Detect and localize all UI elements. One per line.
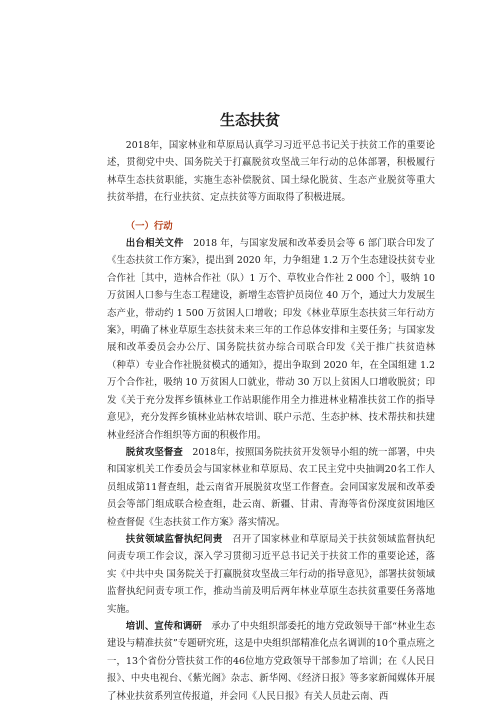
page-title: 生态扶贫 xyxy=(219,111,280,129)
paragraph-supervision xyxy=(107,531,435,618)
paragraph-text: 2018年，按照国务院扶贫开发领导小组的统一部署，中央和国家机关工作委员会与国家林业和草原局、农工民主党中央抽调20名工作人员组成第11督查组，赴云南省开展脱贫攻坚工作督查。会同国家发展和改革委员会等部门组成联合检查组，赴云南、新疆、甘肃、青海等省份深度贫困地区检查督促《生态扶贫工作方案》落实情况。 xyxy=(107,446,435,528)
paragraph-heading: 脱贫攻坚督查 xyxy=(125,446,183,458)
paragraph-text: 承办了中央组织部委托的地方党政领导干部“林业生态建设与精准扶贫”专题研究班，这是中央组织部精准化点名调训的10个重点班之一，13个省份分管扶贫工作的46位地方党政领导干部参加了培训；在《人民日报》、中央电视台、《紫光阁》杂志、新华网、《经济日报》等多家新闻媒体开展了林业扶贫系列宣传报道，并会同《人民日报》有关人员赴云南、西 xyxy=(107,620,435,702)
paragraph-text: 召开了国家林业和草原局关于扶贫领域监督执纪问责专项工作会议，深入学习贯彻习近平总书记关于扶贫工作的重要论述，落实《中共中央 国务院关于打赢脱贫攻坚战三年行动的指导意见》，部署扶贫领域监督执纪问责专项工作，推动当前及明后两年林业草原生态扶贫重要任务落地实施。 xyxy=(107,533,435,615)
paragraph-heading: 出台相关文件 xyxy=(125,238,184,250)
paragraph-heading: 培训、宣传和调研 xyxy=(125,620,202,632)
section-heading: （一）行动 xyxy=(125,220,173,232)
paragraph-text: 2018 年，与国家发展和改革委员会等 6 部门联合印发了《生态扶贫工作方案》，提出到 2020 年，力争组建 1.2 万个生态建设扶贫专业合作社［其中，造林合作社（队）1 万个、草牧业合作社 2 000 个］，吸纳 10 万贫困人口参与生态工程建设，新增生态管护员岗位 40 万个，通过大力发展生态产业，带动约 1 500 万贫困人口增收；印发《林业草原生态扶贫三年行动方案》，明确了林业草原生态扶贫未来三年的工作总体安排和主要任务；与国家发展和改革委员会办公厅、国务院扶贫办综合司联合印发《关于推广扶贫造林（种草）专业合作社脱贫模式的通知》，提出争取到 2020 年，在全国组建 1.2 万个合作社，吸纳 10 万贫困人口就业，带动 30 万以上贫困人口增收脱贫；印发《关于充分发挥乡镇林业工作站职能作用全力推进林业精准扶贫工作的指导意见》，充分发挥乡镇林业站林农培训、联户示范、生态护林、技术帮扶和扶建林业经济合作组织等方面的积极作用。 xyxy=(107,238,435,441)
body-text xyxy=(107,137,435,705)
paragraph-training xyxy=(107,618,435,705)
paragraph-inspection xyxy=(107,444,435,531)
intro-paragraph: 2018年，国家林业和草原局认真学习习近平总书记关于扶贫工作的重要论述，贯彻党中央、国务院关于打赢脱贫攻坚战三年行动的总体部署，积极履行林草生态扶贫职能，实施生态补偿脱贫、国土绿化脱贫、生态产业脱贫等重大扶贫举措，在行业扶贫、定点扶贫等方面取得了积极进展。 xyxy=(107,140,435,204)
paragraph-documents xyxy=(107,235,435,444)
paragraph-heading: 扶贫领域监督执纪问责 xyxy=(125,533,223,545)
